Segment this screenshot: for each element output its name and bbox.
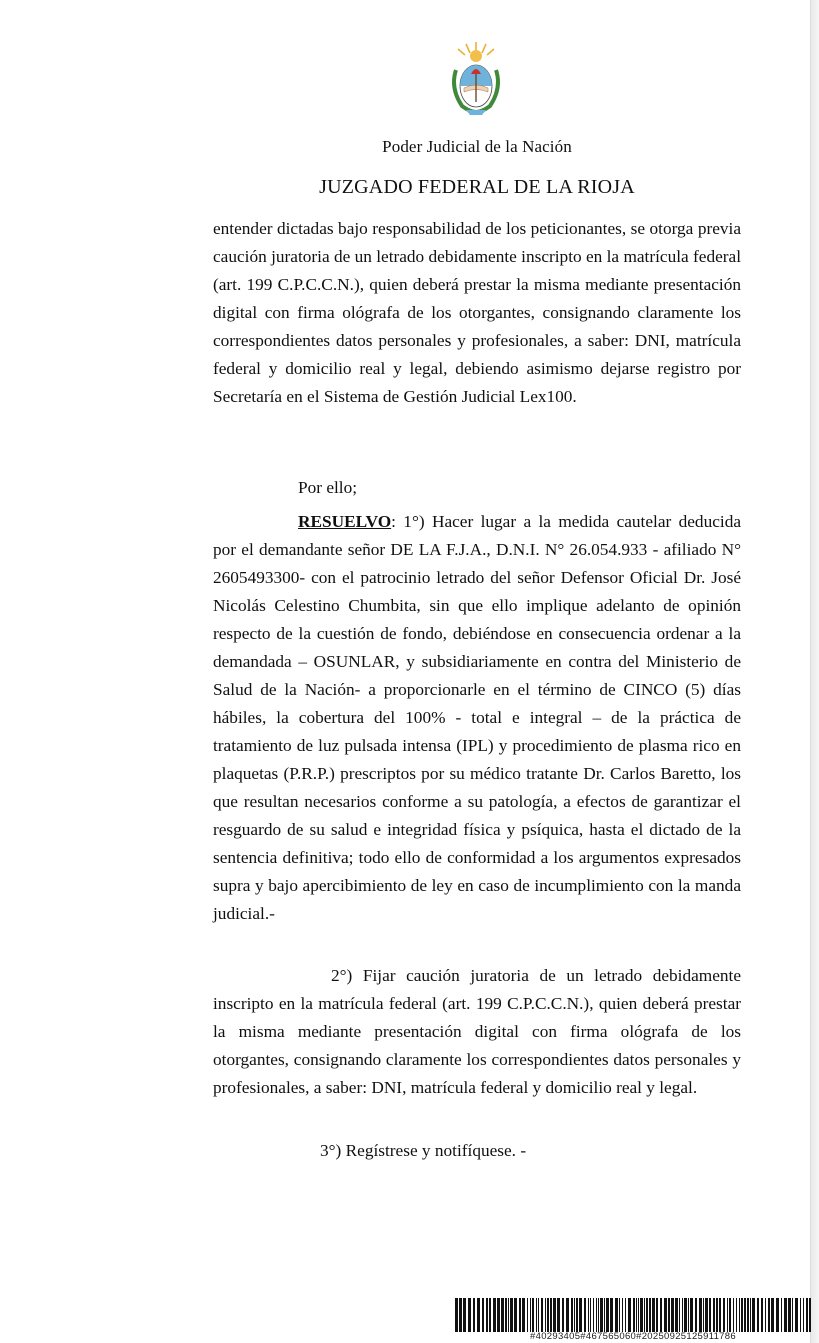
barcode-bar (684, 1298, 687, 1332)
barcode-bar (532, 1298, 534, 1332)
barcode-bar (781, 1298, 782, 1332)
barcode-bar (557, 1298, 560, 1332)
barcode-bar (640, 1298, 643, 1332)
barcode-bar (741, 1298, 743, 1332)
barcode-bar (610, 1298, 613, 1332)
barcode-bar (615, 1298, 618, 1332)
barcode-bar (776, 1298, 779, 1332)
barcode-bar (716, 1298, 718, 1332)
barcode-bar (752, 1298, 755, 1332)
barcode-bar (455, 1298, 458, 1332)
barcode-bar (690, 1298, 693, 1332)
barcode-bar (547, 1298, 549, 1332)
barcode-bar (649, 1298, 651, 1332)
barcode-bar (668, 1298, 670, 1332)
barcode-bar (584, 1298, 586, 1332)
barcode-bar (590, 1298, 591, 1332)
barcode-text: #40293405#467565060#20250925125911786 (530, 1331, 736, 1342)
barcode-bar (497, 1298, 500, 1332)
barcode-bar (733, 1298, 734, 1332)
barcode-bar (652, 1298, 655, 1332)
por-ello-text: Por ello; (298, 478, 358, 497)
barcode-bar (679, 1298, 680, 1332)
barcode-bar (486, 1298, 488, 1332)
barcode-bar (545, 1298, 546, 1332)
barcode-bar (501, 1298, 504, 1332)
barcode-bar (519, 1298, 521, 1332)
barcode-bar (682, 1298, 683, 1332)
barcode-bar (768, 1298, 770, 1332)
barcode-bar (788, 1298, 791, 1332)
barcode-bar (671, 1298, 674, 1332)
point-3-text: 3°) Regístrese y notifíquese. - (320, 1141, 527, 1160)
barcode-bar (522, 1298, 525, 1332)
barcode-bar (489, 1298, 491, 1332)
resuelvo-body: : 1°) Hacer lugar a la medida cautelar deducida por el demandante señor DE LA F.J.A., D.N.I. N° 26.054.933 - afiliado N° 2605493300- con el patrocinio letrado del señor Defensor Oficial Dr. José Nicolás Celestino Chumbita, sin que ello implique adelanto de opinión respecto de la cuestión de fondo, debiéndose en consecuencia ordenar a la demandada – OSUNLAR, y subsidiariamente en contra del Ministerio de Salud de la Nación- a proporcionarle en el término de CINCO (5) días hábiles, la cobertura del 100% - total e integral – de la práctica de tratamiento de luz pulsada intensa (IPL) y procedimiento de plasma rico en plaquetas (P.R.P.) prescriptos por su médico tratante Dr. Carlos Baretto, los que resultan necesarios conforme a su patología, a efectos de garantizar el resguardo de su salud e integridad física y psíquica, hasta el dictado de la sentencia definitiva; todo ello de conformidad a los argumentos expresados supra y bajo apercibimiento de ley en caso de incumplimiento con la manda judicial.- (213, 512, 741, 923)
barcode-bar (750, 1298, 751, 1332)
barcode-bar (644, 1298, 645, 1332)
point-3-paragraph (213, 1137, 741, 1165)
barcode-bar (508, 1298, 509, 1332)
barcode-bar (536, 1298, 537, 1332)
barcode-bar (729, 1298, 731, 1332)
barcode-bar (719, 1298, 721, 1332)
barcode-bar (574, 1298, 575, 1332)
barcode-bar (736, 1298, 737, 1332)
barcode-bar (705, 1298, 708, 1332)
barcode-bar (505, 1298, 507, 1332)
barcode-bar (747, 1298, 749, 1332)
barcode-bar (757, 1298, 759, 1332)
barcode-bar (633, 1298, 635, 1332)
institution-name: Poder Judicial de la Nación (382, 137, 572, 156)
por-ello-line (213, 474, 741, 502)
barcode-bar (566, 1298, 569, 1332)
barcode-bar (477, 1298, 480, 1332)
barcode-bar (806, 1298, 808, 1332)
barcode-bar (656, 1298, 658, 1332)
barcode-bar (459, 1298, 462, 1332)
barcode-bar (638, 1298, 639, 1332)
barcode-bar (604, 1298, 605, 1332)
barcode-bar (803, 1298, 804, 1332)
barcode-bar (660, 1298, 662, 1332)
barcode-bar (576, 1298, 578, 1332)
barcode-bar (800, 1298, 801, 1332)
barcode-bar (514, 1298, 517, 1332)
barcode-bar (600, 1298, 603, 1332)
barcode-bar (527, 1298, 528, 1332)
resuelvo-label: RESUELVO (298, 512, 392, 531)
barcode-bar (510, 1298, 513, 1332)
barcode-bar (598, 1298, 599, 1332)
barcode-bar (795, 1298, 798, 1332)
national-coat-of-arms-icon (448, 40, 504, 118)
barcode-bar (530, 1298, 531, 1332)
resuelvo-paragraph (213, 508, 741, 928)
paragraph-1-text: entender dictadas bajo responsabilidad de los peticionantes, se otorga previa caución juratoria de un letrado debidamente inscripto en la matrícula federal (art. 199 C.P.C.C.N.), quien deberá prestar la misma mediante presentación digital con firma ológrafa de los otorgantes, consignando claramente los correspondientes datos personales y profesionales, a saber: DNI, matrícula federal y domicilio real y legal, debiendo asimismo dejarse registro por Secretaría en el Sistema de Gestión Judicial Lex100. (213, 219, 741, 406)
barcode-bar (771, 1298, 774, 1332)
barcode-bar (538, 1298, 539, 1332)
page-edge (810, 0, 819, 1343)
barcode-bar (739, 1298, 740, 1332)
barcode-bar (482, 1298, 484, 1332)
paragraph-1 (213, 215, 741, 411)
barcode-bar (541, 1298, 543, 1332)
barcode-bar (596, 1298, 597, 1332)
barcode-bar (709, 1298, 711, 1332)
barcode-bar (699, 1298, 702, 1332)
barcode-bar (619, 1298, 620, 1332)
barcode-bar (606, 1298, 609, 1332)
court-name: JUZGADO FEDERAL DE LA RIOJA (319, 176, 635, 198)
barcode-bar (468, 1298, 471, 1332)
barcode-bar (622, 1298, 623, 1332)
barcode-bar (713, 1298, 715, 1332)
barcode-bar (550, 1298, 552, 1332)
barcode-bar (688, 1298, 689, 1332)
barcode-bar (646, 1298, 648, 1332)
barcode-bar (493, 1298, 496, 1332)
barcode-bar (625, 1298, 626, 1332)
barcode-bar (765, 1298, 766, 1332)
barcode-bar (703, 1298, 704, 1332)
point-2-paragraph (213, 962, 741, 1102)
barcode-bar (636, 1298, 637, 1332)
barcode-bar (761, 1298, 763, 1332)
barcode-bar (628, 1298, 631, 1332)
barcode-bar (571, 1298, 573, 1332)
barcode-bar (744, 1298, 746, 1332)
barcode-bar (553, 1298, 556, 1332)
barcode-bar (579, 1298, 582, 1332)
barcode-bar (792, 1298, 793, 1332)
point-2-text: 2°) Fijar caución juratoria de un letrado debidamente inscripto en la matrícula federal (art. 199 C.P.C.C.N.), quien deberá prestar la misma mediante presentación digital con firma ológrafa de los otorgantes, consignando claramente los correspondientes datos personales y profesionales, a saber: DNI, matrícula federal y domicilio real y legal. (213, 966, 741, 1097)
barcode-bar (463, 1298, 466, 1332)
barcode-bar (593, 1298, 594, 1332)
barcode-bar (784, 1298, 787, 1332)
barcode-bar (809, 1298, 811, 1332)
resuelvo-text (213, 508, 741, 928)
barcode-bar (588, 1298, 589, 1332)
barcode-bar (562, 1298, 564, 1332)
barcode-bar (727, 1298, 728, 1332)
barcode (455, 1298, 811, 1332)
barcode-bar (675, 1298, 678, 1332)
barcode-bar (664, 1298, 667, 1332)
barcode-bar (723, 1298, 725, 1332)
barcode-bar (473, 1298, 475, 1332)
barcode-bar (695, 1298, 697, 1332)
